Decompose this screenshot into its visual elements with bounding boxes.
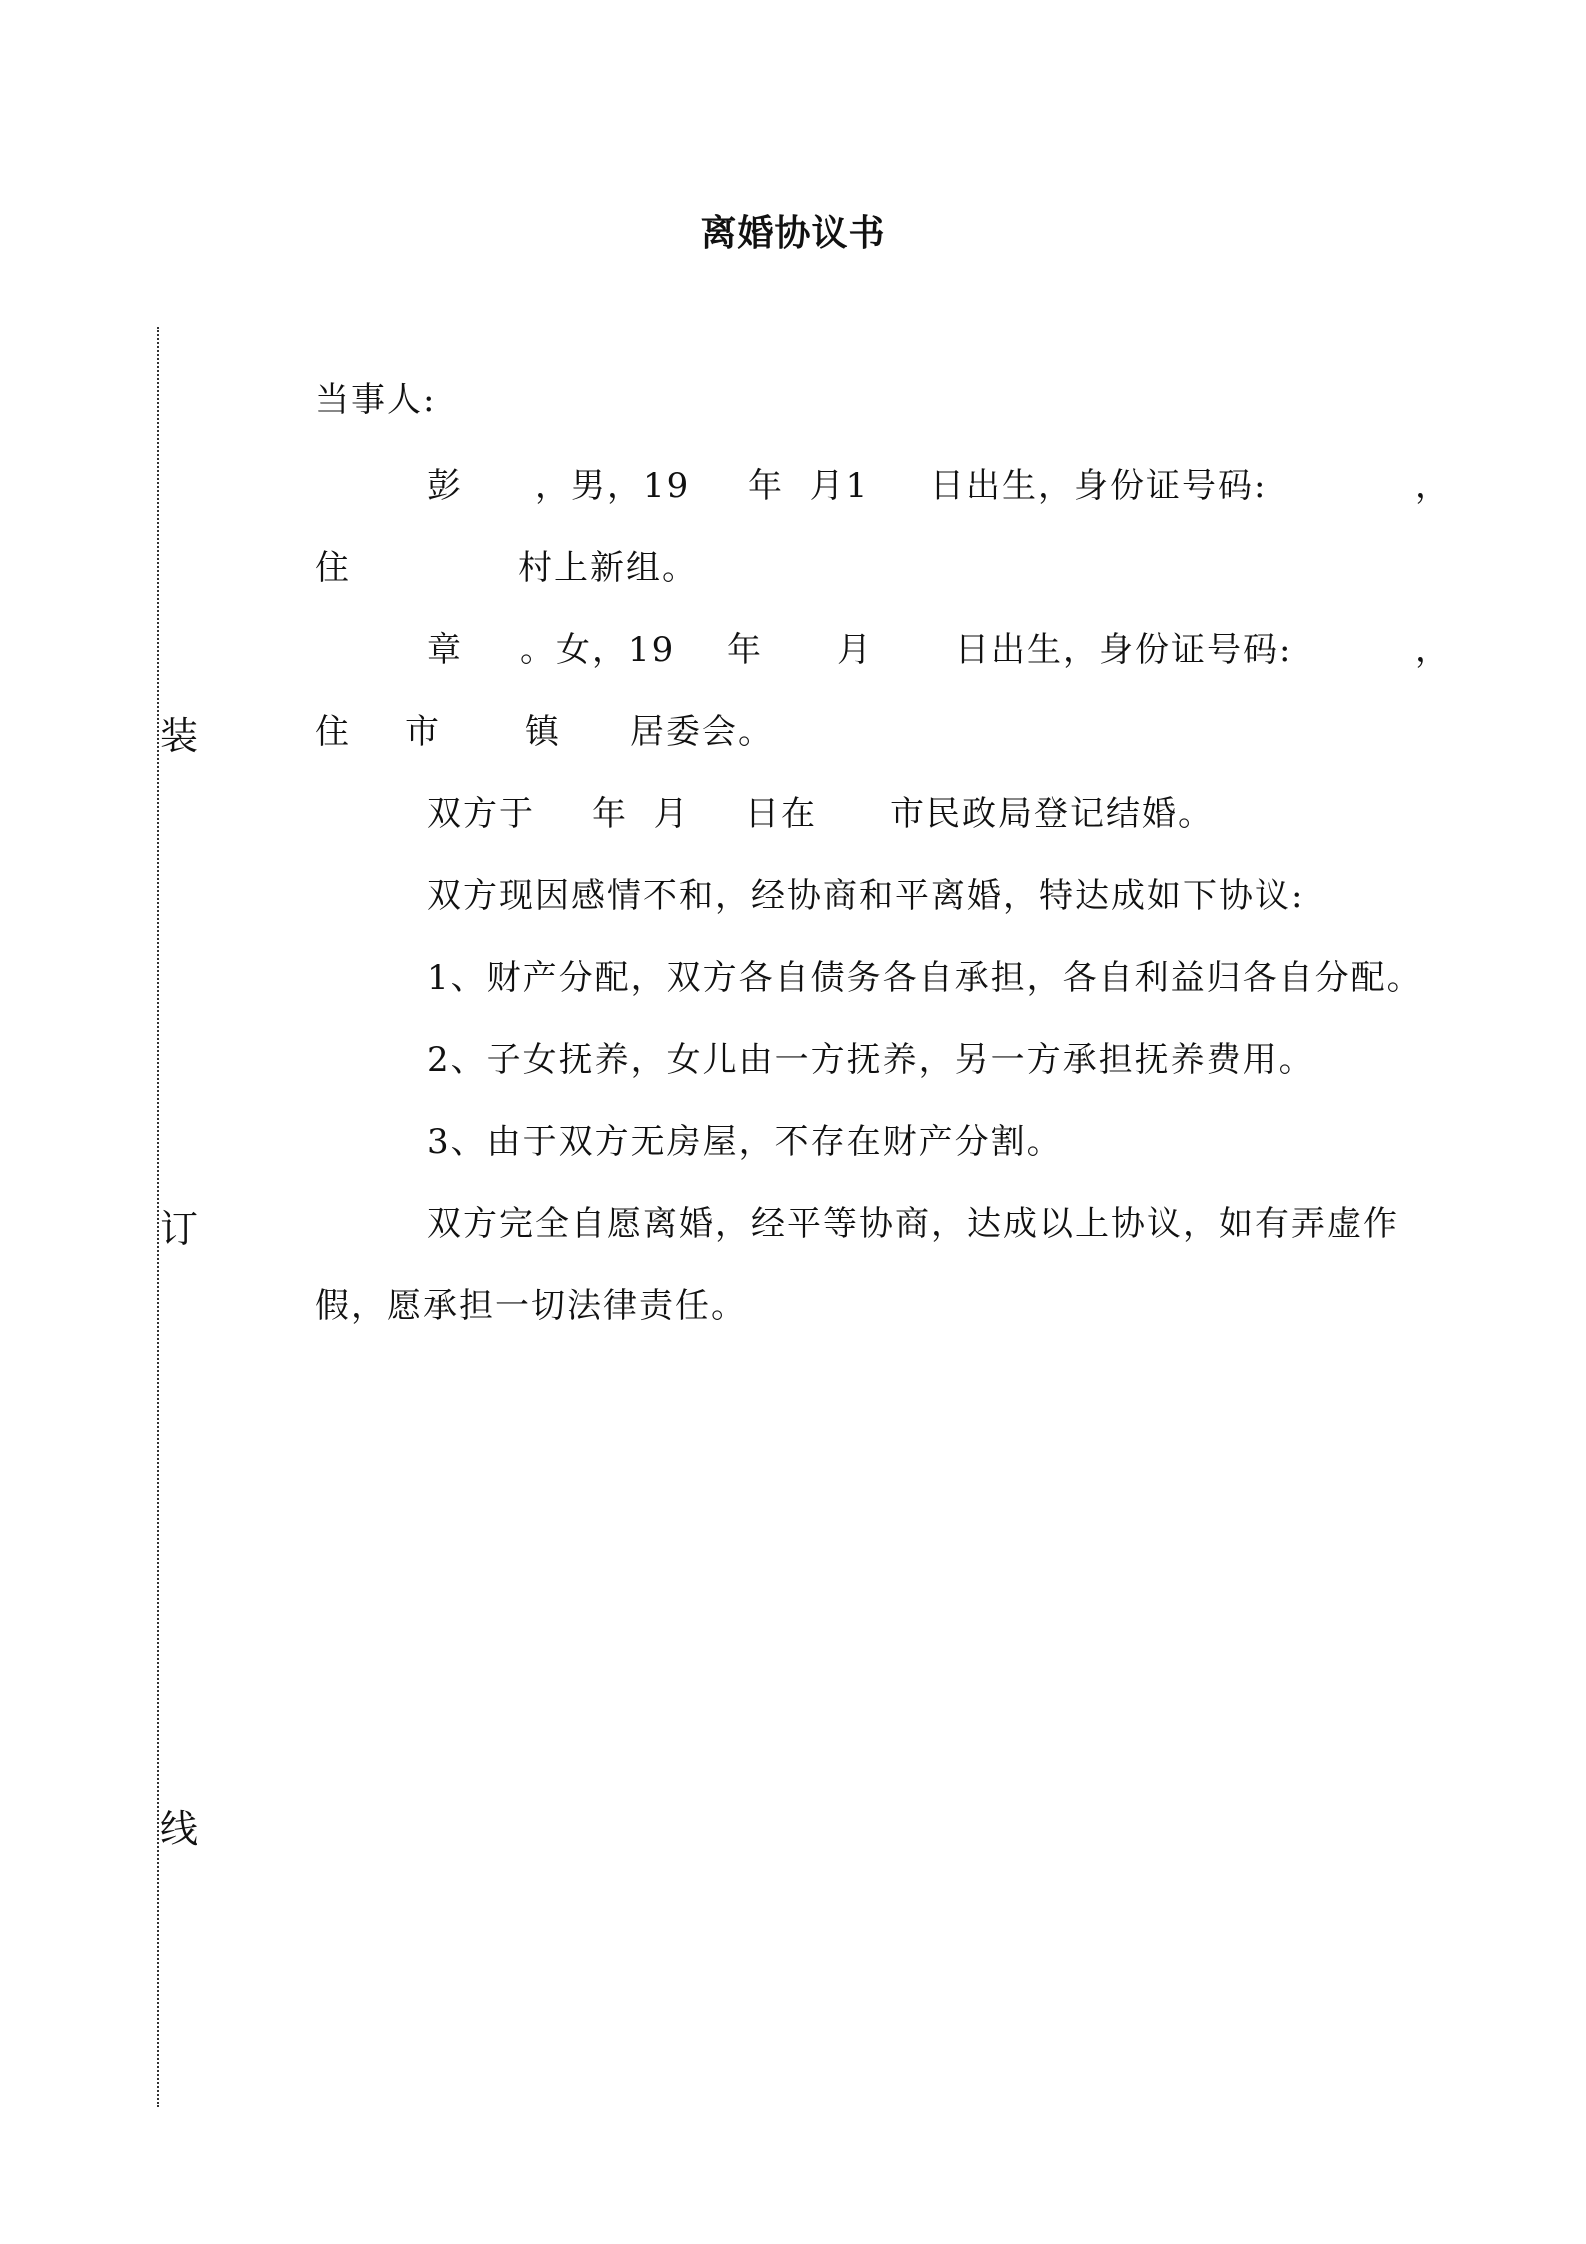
binding-char-zhuang: 装 (160, 714, 199, 758)
man-name: 彭 (427, 466, 463, 506)
closing-line-2: 假，愿承担一切法律责任。 (315, 1286, 747, 1326)
man-info-month: 年 月1 (748, 466, 870, 506)
woman-info-end: ， (1415, 630, 1451, 670)
closing-line-1: 双方完全自愿离婚，经平等协商，达成以上协议，如有弄虚作 (427, 1204, 1399, 1244)
marriage-day: 日在 (745, 794, 817, 834)
woman-address-city: 市 (405, 712, 441, 752)
agreement-item: 3、由于双方无房屋，不存在财产分割。 (427, 1122, 1063, 1162)
marriage-prefix: 双方于 (427, 794, 535, 834)
document-title: 离婚协议书 (700, 213, 886, 254)
man-address-prefix: 住 (315, 548, 351, 588)
binding-char-ding: 订 (160, 1207, 199, 1251)
man-info-id: 日出生，身份证号码: (930, 466, 1268, 506)
marriage-registration: 市民政局登记结婚。 (890, 794, 1214, 834)
woman-address-prefix: 住 (315, 712, 351, 752)
woman-address-town: 镇 (525, 712, 561, 752)
woman-address-committee: 居委会。 (630, 712, 774, 752)
man-info-gender-year: ，男，19 (535, 466, 691, 506)
woman-info-id: 日出生，身份证号码: (955, 630, 1293, 670)
man-info-end: ， (1415, 466, 1451, 506)
agreement-item: 1、财产分配，双方各自债务各自承担，各自利益归各自分配。 (427, 958, 1423, 998)
woman-info-year: 年 (727, 630, 763, 670)
agreement-intro: 双方现因感情不和，经协商和平离婚，特达成如下协议: (427, 876, 1305, 916)
woman-info-month: 月 (837, 630, 873, 670)
woman-name: 章 (427, 630, 463, 670)
binding-char-xian: 线 (160, 1807, 199, 1851)
man-address: 村上新组。 (518, 548, 698, 588)
marriage-year-month: 年 月 (592, 794, 690, 834)
agreement-item: 2、子女抚养，女儿由一方抚养，另一方承担抚养费用。 (427, 1040, 1315, 1080)
woman-info-gender-year: 。女，19 (520, 630, 676, 670)
binding-dotted-line (157, 327, 159, 2107)
parties-label: 当事人: (315, 380, 437, 420)
